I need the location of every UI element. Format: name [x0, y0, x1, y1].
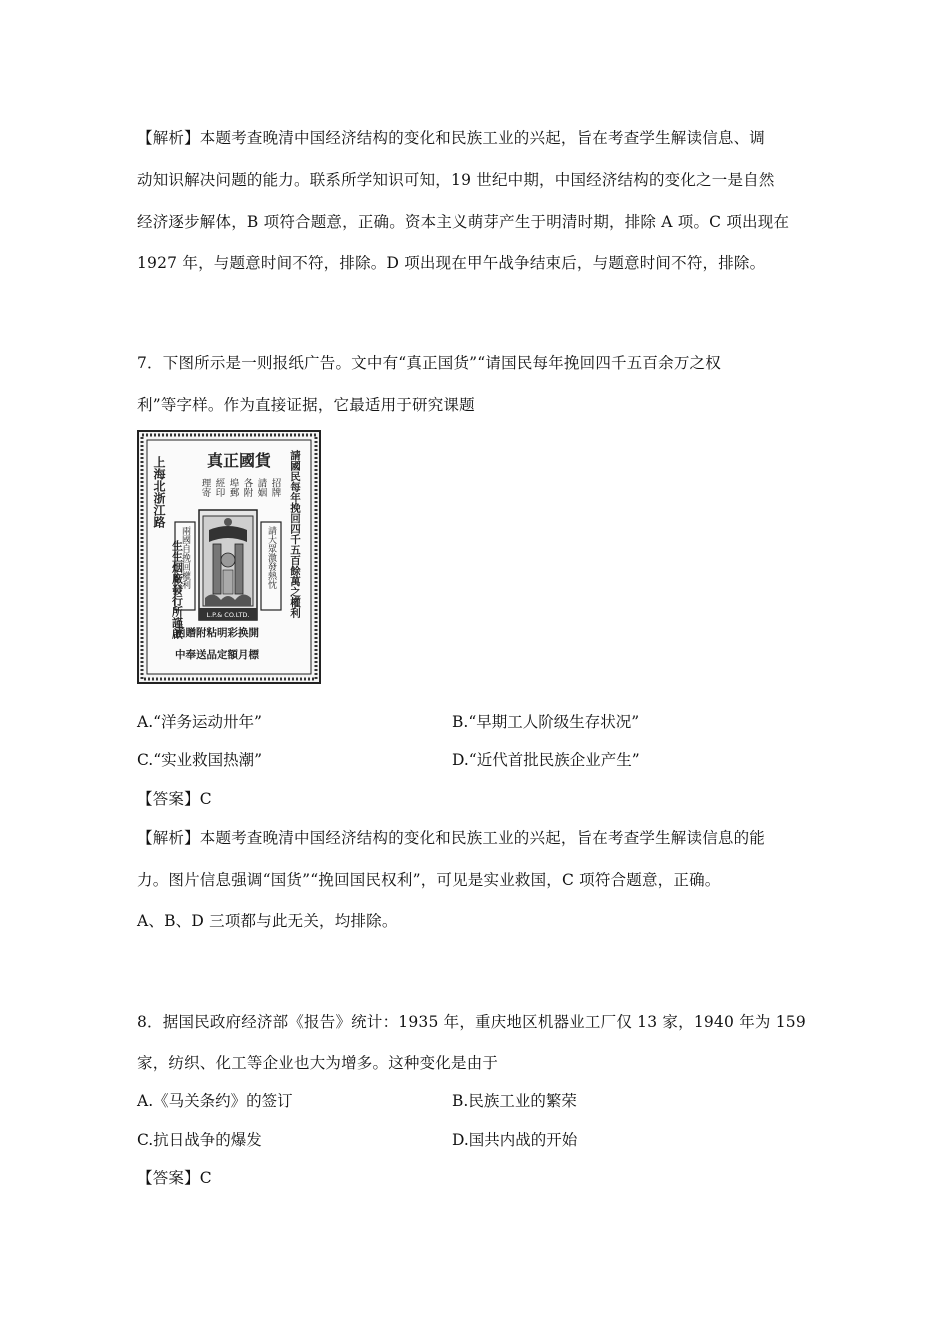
analysis-line-1: 【解析】本题考查晚清中国经济结构的变化和民族工业的兴起，旨在考查学生解读信息、调: [137, 129, 766, 147]
q7-analysis-line-1: 【解析】本题考查晚清中国经济结构的变化和民族工业的兴起，旨在考查学生解读信息的能: [137, 829, 766, 847]
q7-option-a: A.“洋务运动卅年”: [137, 713, 262, 731]
ad-right-column: 請國民每年挽回四千五百餘萬之權利: [289, 450, 301, 618]
ad-mid-col-5: 經印: [213, 478, 225, 497]
q8-option-a: A.《马关条约》的签订: [137, 1092, 293, 1110]
q7-stem-line-1: 7．下图所示是一则报纸广告。文中有“真正国货”“请国民每年挽回四千五百余万之权: [137, 354, 721, 372]
q7-stem-line-2: 利”等字样。作为直接证据，它最适用于研究课题: [137, 396, 475, 414]
ad-left-column-2: 生生烟廠發行所謹啟: [170, 540, 184, 639]
ad-mid-col-6: 理寄: [199, 478, 211, 497]
q7-option-d: D.“近代首批民族企业产生”: [452, 751, 640, 769]
ad-bottom-row-2: 中奉送品定額月標: [175, 649, 259, 661]
newspaper-ad-image: [137, 430, 321, 684]
q8-option-c: C.抗日战争的爆发: [137, 1131, 262, 1149]
q7-answer: 【答案】C: [137, 790, 212, 808]
ad-inner-right: 請大眾激發熱忱: [266, 526, 276, 589]
analysis-line-4: 1927 年，与题意时间不符，排除。D 项出现在甲午战争结束后，与题意时间不符，排除。: [137, 254, 766, 272]
ad-title: 真正國貨: [207, 451, 272, 470]
q8-stem-line-2: 家，纺织、化工等企业也大为增多。这种变化是由于: [137, 1054, 499, 1072]
ad-mid-col-3: 各附: [241, 478, 253, 497]
ad-inner-left: 兩國自挽回權利: [180, 526, 190, 589]
q8-stem-line-1: 8．据国民政府经济部《报告》统计：1935 年，重庆地区机器业工厂仅 13 家，1940 年为 159: [137, 1013, 806, 1031]
ad-mid-col-2: 請姻: [255, 478, 267, 497]
q7-option-c: C.“实业救国热潮”: [137, 751, 263, 769]
ad-pack-label: L.P.& CO.LTD.: [206, 611, 250, 619]
ad-bottom-row-1: 函贈附粘明彩换開: [175, 627, 259, 639]
q8-option-d: D.国共内战的开始: [452, 1131, 578, 1149]
q8-answer: 【答案】C: [137, 1169, 212, 1187]
ad-mid-col-1: 招牌: [269, 478, 281, 497]
q7-analysis-line-3: A、B、D 三项都与此无关，均排除。: [137, 912, 398, 930]
ad-mid-col-4: 埠郵: [227, 478, 239, 497]
analysis-line-2: 动知识解决问题的能力。联系所学知识可知，19 世纪中期，中国经济结构的变化之一是自然: [137, 171, 775, 189]
cigarette-pack-illustration: [199, 510, 257, 620]
q8-option-b: B.民族工业的繁荣: [452, 1092, 577, 1110]
q7-option-b: B.“早期工人阶级生存状况”: [452, 713, 640, 731]
q7-analysis-line-2: 力。图片信息强调“国货”“挽回国民权利”，可见是实业救国，C 项符合题意，正确。: [137, 871, 721, 889]
analysis-line-3: 经济逐步解体，B 项符合题意，正确。资本主义萌芽产生于明清时期，排除 A 项。C 项出现在: [137, 213, 790, 231]
ad-left-column: 上海北浙江路: [152, 456, 166, 528]
